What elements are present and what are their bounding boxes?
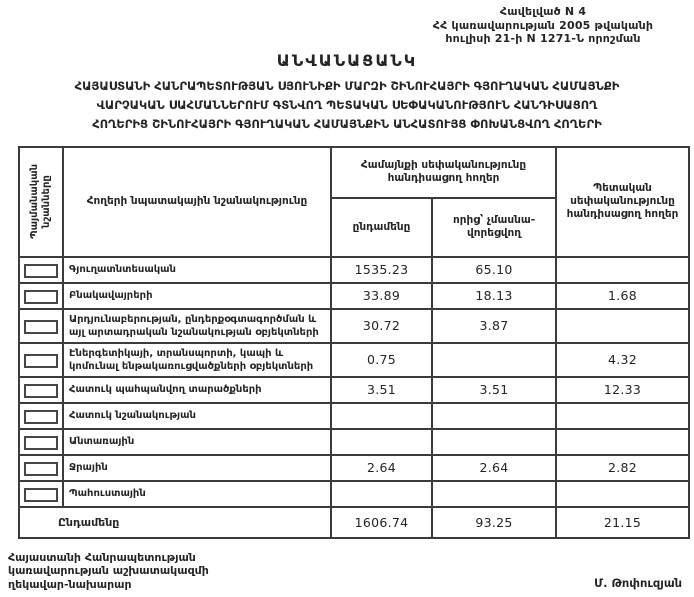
row-nonprivatized-value	[432, 403, 556, 429]
table-header	[19, 147, 689, 257]
appendix-line-1: Հավելված N 4	[499, 5, 587, 18]
legend-symbol-box	[24, 462, 58, 476]
table-row	[19, 257, 689, 283]
footer-line-1: Հայաստանի Հանրապետության	[8, 550, 196, 564]
subtitle-line-1: ՀԱՅԱՍՏԱՆԻ ՀԱՆՐԱՊԵՏՈՒԹՅԱՆ ՍՅՈՒՆԻՔԻ ՄԱՐԶԻ ՇԻՆՈՒՀԱՅՐԻ ԳՅՈՒՂԱԿԱՆ ՀԱՄԱՅՆՔԻ	[74, 78, 620, 93]
row-state-value	[556, 403, 689, 429]
subtitle-line-2: ՎԱՐՉԱԿԱՆ ՍԱՀՄԱՆՆԵՐՈՒՄ ԳՏՆՎՈՂ ՊԵՏԱԿԱՆ ՍԵՓԱԿԱՆՈՒԹՅՈՒՆ ՀԱՆԴԻՍԱՑՈՂ	[96, 97, 598, 112]
column-header-total: ընդամենը	[331, 198, 432, 256]
table-body	[19, 257, 689, 538]
footer-issuer-block	[8, 551, 209, 592]
row-nonprivatized-value	[432, 343, 556, 377]
row-nonprivatized-value: 3.51	[432, 377, 556, 403]
row-state-value	[556, 429, 689, 455]
row-nonprivatized-value: 65.10	[432, 257, 556, 283]
row-state-value: 2.82	[556, 455, 689, 481]
row-label: Պահուստային	[63, 481, 331, 507]
column-header-nonprivatized: որից՝ չմասնա-վորեցվող	[432, 198, 556, 256]
column-header-symbols	[19, 147, 63, 257]
appendix-line-2: ՀՀ կառավարության 2005 թվականի	[432, 18, 654, 32]
footer	[8, 551, 686, 592]
legend-symbol-box	[24, 488, 58, 502]
row-state-value: 4.32	[556, 343, 689, 377]
row-total-value	[331, 481, 432, 507]
table-row	[19, 309, 689, 343]
total-row-nonprivatized-value: 93.25	[432, 507, 556, 538]
legend-symbol-box	[24, 410, 58, 424]
row-label: Անտառային	[63, 429, 331, 455]
row-label: Էներգետիկայի, տրանսպորտի, կապի և կոմունալ ենթակառուցվածքների օբյեկտների	[63, 343, 331, 377]
row-total-value: 2.64	[331, 455, 432, 481]
table-row	[19, 429, 689, 455]
legend-symbol-box	[24, 436, 58, 450]
symbol-cell	[19, 257, 63, 283]
subtitle-line-3: ՀՈՂԵՐԻՑ ՇԻՆՈՒՀԱՅՐԻ ԳՅՈՒՂԱԿԱՆ ՀԱՄԱՅՆՔԻՆ ԱՆՀԱՏՈՒՅՑ ՓՈԽԱՆՑՎՈՂ ՀՈՂԵՐԻ	[92, 116, 602, 131]
symbol-cell	[19, 283, 63, 309]
symbol-cell	[19, 481, 63, 507]
row-total-value	[331, 429, 432, 455]
row-nonprivatized-value	[432, 481, 556, 507]
table-row	[19, 455, 689, 481]
total-row-total-value: 1606.74	[331, 507, 432, 538]
symbol-cell	[19, 343, 63, 377]
land-allocation-table	[18, 146, 690, 539]
symbol-cell	[19, 403, 63, 429]
total-row-state-value: 21.15	[556, 507, 689, 538]
table-row	[19, 481, 689, 507]
footer-line-2: կառավարության աշխատակազմի	[8, 564, 209, 577]
row-label: Արդյունաբերության, ընդերքօգտագործման և այլ արտադրական նշանակության օբյեկտների	[63, 309, 331, 343]
row-state-value	[556, 481, 689, 507]
row-label: Գյուղատնտեսական	[63, 257, 331, 283]
row-nonprivatized-value: 18.13	[432, 283, 556, 309]
column-group-community-lands: Համայնքի սեփականությունը հանդիսացող հողեր	[331, 147, 556, 199]
legend-symbol-box	[24, 320, 58, 334]
row-state-value: 1.68	[556, 283, 689, 309]
row-state-value: 12.33	[556, 377, 689, 403]
table-row	[19, 377, 689, 403]
appendix-line-3: հուլիսի 21-ի N 1271-Ն որոշման	[445, 32, 641, 45]
row-nonprivatized-value: 2.64	[432, 455, 556, 481]
row-label: Հատուկ պահպանվող տարածքների	[63, 377, 331, 403]
row-total-value	[331, 403, 432, 429]
row-label: Ջրային	[63, 455, 331, 481]
legend-symbol-box	[24, 354, 58, 368]
row-total-value: 3.51	[331, 377, 432, 403]
table-row	[19, 343, 689, 377]
symbol-cell	[19, 377, 63, 403]
signature-name: Մ. Թոփուզյան	[594, 575, 682, 590]
row-label: Հատուկ նշանակության	[63, 403, 331, 429]
footer-line-3: ղեկավար-նախարար	[8, 577, 132, 591]
row-total-value: 33.89	[331, 283, 432, 309]
row-total-value: 0.75	[331, 343, 432, 377]
column-header-purpose: Հողերի նպատակային նշանակությունը	[63, 147, 331, 257]
symbol-cell	[19, 429, 63, 455]
row-nonprivatized-value: 3.87	[432, 309, 556, 343]
legend-symbol-box	[24, 384, 58, 398]
row-state-value	[556, 257, 689, 283]
table-row	[19, 403, 689, 429]
column-header-symbols-label: Պայմանական նշանները	[29, 164, 52, 239]
row-total-value: 1535.23	[331, 257, 432, 283]
row-state-value	[556, 309, 689, 343]
total-row-label: Ընդամենը	[19, 507, 331, 538]
total-row	[19, 507, 689, 538]
legend-symbol-box	[24, 264, 58, 278]
row-nonprivatized-value	[432, 429, 556, 455]
symbol-cell	[19, 455, 63, 481]
column-header-state-lands: Պետական սեփականությունը հանդիսացող հողեր	[556, 147, 689, 257]
symbol-cell	[19, 309, 63, 343]
table-row	[19, 283, 689, 309]
appendix-block	[400, 5, 686, 46]
page-title: ԱՆՎԱՆԱՑԱՆԿ	[276, 50, 418, 70]
legend-symbol-box	[24, 290, 58, 304]
document-subtitle	[0, 77, 694, 134]
row-total-value: 30.72	[331, 309, 432, 343]
row-label: Բնակավայրերի	[63, 283, 331, 309]
